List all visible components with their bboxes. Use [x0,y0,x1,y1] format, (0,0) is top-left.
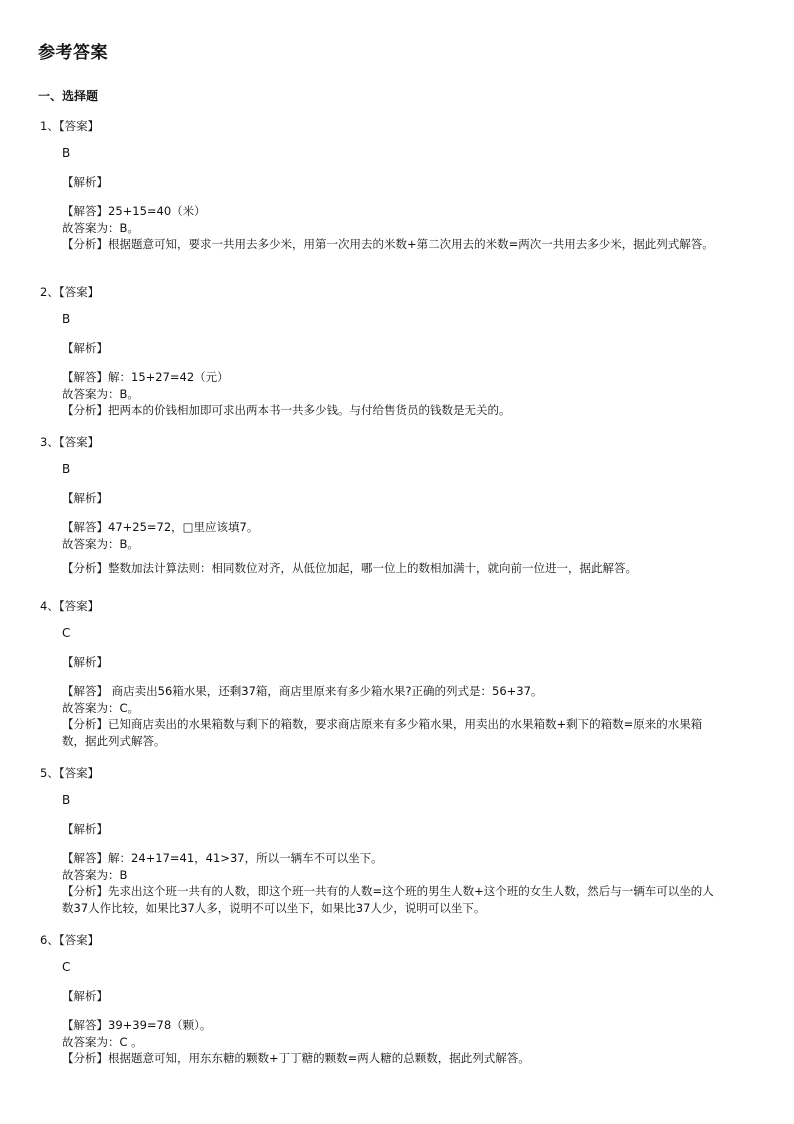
solution-line: 【解答】25+15=40（米） [62,204,206,218]
answer-value: C [62,626,71,640]
answer-value: B [62,793,71,807]
question-head: 4、【答案】 [40,599,100,613]
question-head: 5、【答案】 [40,766,100,780]
solution-line: 【解答】解：15+27=42（元） [62,370,229,384]
answer-value: C [62,960,71,974]
solution-line: 【解答】47+25=72，□里应该填7。 [62,520,259,534]
question-head: 6、【答案】 [40,933,100,947]
analysis-label: 【解析】 [62,175,108,189]
solution-line: 【解答】39+39=78（颗）。 [62,1018,212,1032]
analysis-label: 【解析】 [62,822,108,836]
conclusion-line: 故答案为：B。 [62,386,139,401]
analysis-line: 【分析】根据题意可知，用东东糖的颗数+丁丁糖的颗数=两人糖的总颗数，据此列式解答。 [62,1051,530,1065]
section-heading: 一、选择题 [38,89,99,103]
analysis-line: 【分析】已知商店卖出的水果箱数与剩下的箱数，要求商店原来有多少箱水果，用卖出的水果箱数+剩下的箱数=原来的水果箱数，据此列式解答。 [62,717,703,748]
analysis-line: 【分析】先求出这个班一共有的人数，即这个班一共有的人数=这个班的男生人数+这个班的女生人数，然后与一辆车可以坐的人数37人作比较，如果比37人多，说明不可以坐下，如果比37人少，说明可以坐下。 [62,884,714,915]
answer-value: B [62,312,71,326]
analysis-label: 【解析】 [62,491,108,505]
analysis-label: 【解析】 [62,655,108,669]
conclusion-line: 故答案为：B [62,867,128,882]
solution-text [62,203,722,253]
analysis-label: 【解析】 [62,989,108,1003]
conclusion-line: 故答案为：B。 [62,220,139,235]
analysis-label: 【解析】 [62,341,108,355]
conclusion-line: 故答案为：B。 [62,536,139,551]
page-title: 参考答案 [38,43,108,63]
analysis-line: 【分析】整数加法计算法则：相同数位对齐，从低位加起，哪一位上的数相加满十，就向前一位进一，据此解答。 [62,561,637,575]
conclusion-line: 故答案为：C。 [62,700,140,715]
question-head: 2、【答案】 [40,285,100,299]
question-head: 3、【答案】 [40,435,100,449]
analysis-line: 【分析】把两本的价钱相加即可求出两本书一共多少钱。与付给售货员的钱数是无关的。 [62,403,511,417]
answer-value: B [62,462,71,476]
analysis-line: 【分析】根据题意可知，要求一共用去多少米，用第一次用去的米数+第二次用去的米数=两次一共用去多少米，据此列式解答。 [62,237,714,251]
solution-line: 【解答】 商店卖出56箱水果，还剩37箱，商店里原来有多少箱水果?正确的列式是：56+37。 [62,684,543,698]
solution-text [62,683,722,749]
solution-text [62,1017,722,1067]
solution-text [62,850,722,916]
conclusion-line: 故答案为：C 。 [62,1034,143,1049]
solution-text [62,369,722,419]
question-head: 1、【答案】 [40,119,100,133]
answer-value: B [62,146,71,160]
solution-text [62,519,722,577]
solution-line: 【解答】解：24+17=41，41>37，所以一辆车不可以坐下。 [62,851,383,865]
